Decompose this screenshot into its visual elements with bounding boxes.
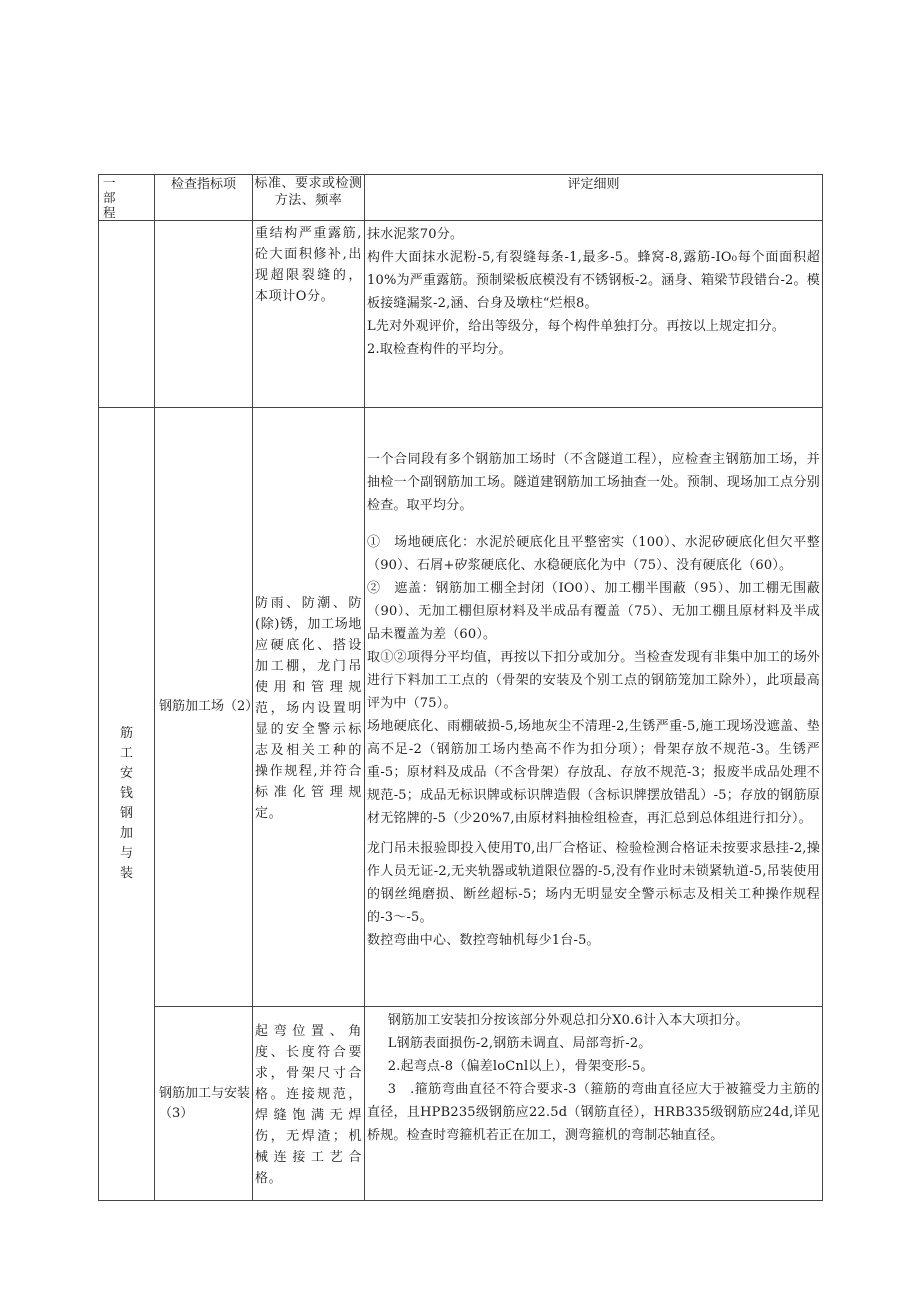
row3-standard-text: 起弯位置、角度、长度符合要求，骨架尺寸合格。连接规范，焊缝饱满无焊伤，无焊渣；机械连接工艺合格。 (255, 1023, 362, 1186)
table-header-row (99, 175, 823, 221)
row1-rules (365, 221, 823, 408)
rule-paragraph: 一个合同段有多个钢筋加工场时（不含隧道工程），应检查主钢筋加工场，并抽检一个副钢筋加工场。隧道建钢筋加工场抽查一处。预制、现场加工点分别检查。取平均分。 (367, 452, 820, 513)
row3-standard (253, 1007, 365, 1201)
header-part-label: 一 部 程 (103, 175, 116, 220)
rule-paragraph: 场地硬底化、雨棚破损-5,场地灰尘不清理-2,生锈严重-5,施工现场没遮盖、垫高不足-2（钢筋加工场内垫高不作为扣分项）；骨架存放不规范-3。生锈严重-5；原材料及成品（不含骨架）存放乱、存放不规范-3；报废半成品处理不规范-5；成品无标识牌或标识牌造假（含标识牌摆放错乱）-5；存放的钢筋原材无铭牌的-5（少20%7,由原材料抽检组检查，再汇总到总体组进行扣分）。 (367, 719, 820, 826)
rule-paragraph: ① 场地硬底化：水泥於硬底化且平整密实（100）、水泥矽硬底化但欠平整（90）、石屑+矽浆硬底化、水稳硬底化为中（75）、没有硬底化（60）。 (367, 535, 820, 573)
rule-paragraph: 抹水泥浆70分。 (367, 227, 464, 242)
category-label: 筋工安钱钢加与装 (119, 726, 133, 881)
header-standard (253, 175, 365, 221)
rule-paragraph: 取①②项得分平均值，再按以下扣分或加分。当检查发现有非集中加工的场外进行下料加工工点的（骨架的安装及个别工点的钢筋笼加工除外），此项最高评为中（75）。 (367, 650, 820, 711)
rule-paragraph: 2.起弯点-8（偏差loCnl以上），骨架变形-5。 (387, 1059, 654, 1074)
header-rules-label: 评定细则 (567, 177, 620, 192)
header-part (99, 175, 155, 221)
rule-paragraph: 龙门吊未报验即投入使用T0,出厂合格证、检验检测合格证未按要求悬挂-2,操作人员无证-2,无夹轨器或轨道限位器的-5,没有作业时未锁紧轨道-5,吊装使用的钢丝绳磨损、断丝超标-5；场内无明显安全警示标志及相关工种操作规程的-3～-5。 (367, 841, 820, 925)
row3-item-text: 钢筋加工与安装（3） (159, 1085, 251, 1121)
row2-rules (365, 408, 823, 1007)
header-check-item-label: 检查指标项 (170, 177, 236, 192)
row2-item (155, 408, 259, 1007)
rule-paragraph: 构件大面抹水泥粉-5,有裂缝每条-1,最多-5。蜂窝-8,露筋-IO₀每个面面积超10%为严重露筋。预制梁板底模没有不锈钢板-2。涵身、箱梁节段错台-2。模板接缝漏浆-2,涵、台身及墩柱“烂根8。 (367, 250, 820, 311)
rule-paragraph: 2.取检查构件的平均分。 (367, 342, 512, 357)
header-check-item (155, 175, 253, 221)
row2-standard (253, 408, 365, 1007)
row1-item (155, 221, 253, 408)
row3-item (155, 1007, 253, 1201)
header-standard-label: 标准、要求或检测方法、频率 (254, 176, 363, 208)
rule-paragraph: ② 遮盖：钢筋加工棚全封闭（IO0）、加工棚半围蔽（95）、加工棚无围蔽（90）、无加工棚但原材料及半成品有覆盖（75）、无加工棚且原材料及半成品未覆盖为差（60）。 (367, 581, 820, 642)
rule-paragraph: 钢筋加工安装扣分按该部分外观总扣分X0.6计入本大项扣分。 (387, 1013, 749, 1028)
table-row (99, 1007, 823, 1201)
rule-paragraph: L先对外观评价，给出等级分，每个构件单独打分。再按以上规定扣分。 (367, 319, 786, 334)
row1-category (99, 221, 155, 408)
category-cell (99, 408, 155, 1201)
row2-standard-text: 防雨、防潮、防(除)锈，加工场地应硬底化、搭设加工棚，龙门吊使用和管理规范，场内设置明显的安全警示标志及相关工种的操作规程,并符合标准化管理规定。 (255, 595, 362, 821)
header-rules (365, 175, 823, 221)
table-row (99, 221, 823, 408)
rule-paragraph: L钢筋表面损伤-2,钢筋未调直、局部弯折-2。 (387, 1036, 652, 1051)
rule-paragraph: 3 .箍筋弯曲直径不符合要求-3（箍筋的弯曲直径应大于被箍受力主筋的直径，且HPB235级钢筋应22.5d（钢筋直径），HRB335级钢筋应24d,详见桥规。检查时弯箍机若正在加工，测弯箍机的弯制芯轴直径。 (367, 1082, 820, 1143)
row1-standard (253, 221, 365, 408)
row3-rules (365, 1007, 823, 1201)
table-row (99, 408, 823, 1007)
rule-paragraph: 数控弯曲中心、数控弯轴机每少1台-5。 (367, 933, 600, 948)
row1-standard-text: 重结构严重露筋,砼大面积修补,出现超限裂缝的，本项计O分。 (255, 226, 362, 304)
evaluation-table (98, 174, 823, 1201)
row2-item-text: 钢筋加工场（2） (159, 699, 259, 714)
